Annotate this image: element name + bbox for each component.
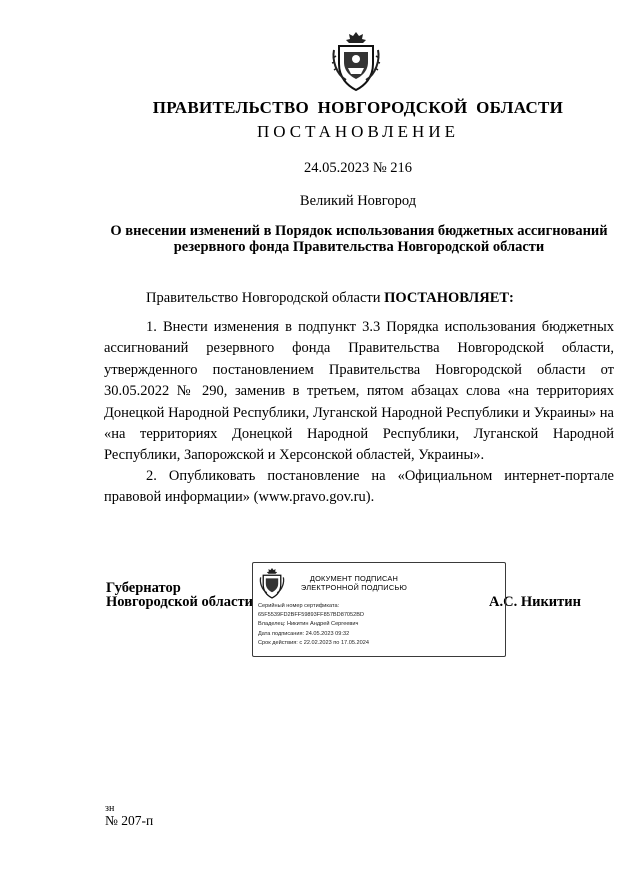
stamp-title-line-2: ЭЛЕКТРОННОЙ ПОДПИСЬЮ bbox=[300, 583, 408, 592]
government-title: ПРАВИТЕЛЬСТВО НОВГОРОДСКОЙ ОБЛАСТИ bbox=[152, 98, 564, 117]
preamble-text: Правительство Новгородской области bbox=[146, 290, 385, 306]
preamble bbox=[104, 290, 614, 307]
signer-name: А.С. Никитин bbox=[489, 594, 581, 610]
preamble-resolves: ПОСТАНОВЛЯЕТ: bbox=[384, 290, 514, 306]
stamp-serial-number: 65F5539FD2BFF59893FF857BD87052BD bbox=[258, 612, 365, 619]
stamp-details bbox=[258, 602, 504, 648]
document-type: ПОСТАНОВЛЕНИЕ bbox=[256, 122, 459, 141]
stamp-title bbox=[289, 574, 419, 592]
stamp-validity: Срок действия: с 22.02.2023 по 17.05.2024 bbox=[258, 639, 369, 646]
document-subject: О внесении изменений в Порядок использования бюджетных ассигнований резервного фонда Правительства Новгородской области bbox=[110, 223, 608, 255]
paragraph-1: 1. Внести изменения в подпункт 3.3 Порядка использования бюджетных ассигнований резервного фонда Правительства Новгородской области, утвержденного постановлением Правительства Новгородской области от 30.05.2022 № 290, заменив в третьем, пятом абзацах слова «на территориях Донецкой Народной Республики, Луганской Народной Республики и Украины» на «на территориях Донецкой Народной Республики, Луганской Народной Республики, Запорожской и Херсонской областей, Украины». bbox=[104, 319, 614, 464]
executor-code: зн bbox=[105, 803, 115, 814]
signer-position-line-2: Новгородской области bbox=[106, 594, 253, 610]
stamp-owner: Владелец: Никитин Андрей Сергеевич bbox=[258, 621, 359, 628]
footer bbox=[105, 803, 153, 827]
signer-position bbox=[106, 581, 253, 609]
paragraph-2: 2. Опубликовать постановление на «Официальном интернет-портале правовой информации» (www.pravo.gov.ru). bbox=[104, 468, 614, 506]
document-date-number: 24.05.2023 № 216 bbox=[303, 160, 413, 176]
signer-position-line-1: Губернатор bbox=[106, 580, 181, 596]
stamp-emblem-icon bbox=[259, 567, 285, 599]
e-signature-stamp bbox=[252, 562, 506, 657]
document-city: Великий Новгород bbox=[299, 193, 417, 209]
stamp-serial-label: Серийный номер сертификата: bbox=[258, 603, 340, 609]
stamp-title-line-1: ДОКУМЕНТ ПОДПИСАН bbox=[309, 574, 399, 583]
stamp-signed-date: Дата подписания: 24.05.2023 09:32 bbox=[258, 630, 350, 637]
coat-of-arms-icon bbox=[331, 30, 381, 92]
registration-number: № 207-п bbox=[105, 813, 154, 828]
